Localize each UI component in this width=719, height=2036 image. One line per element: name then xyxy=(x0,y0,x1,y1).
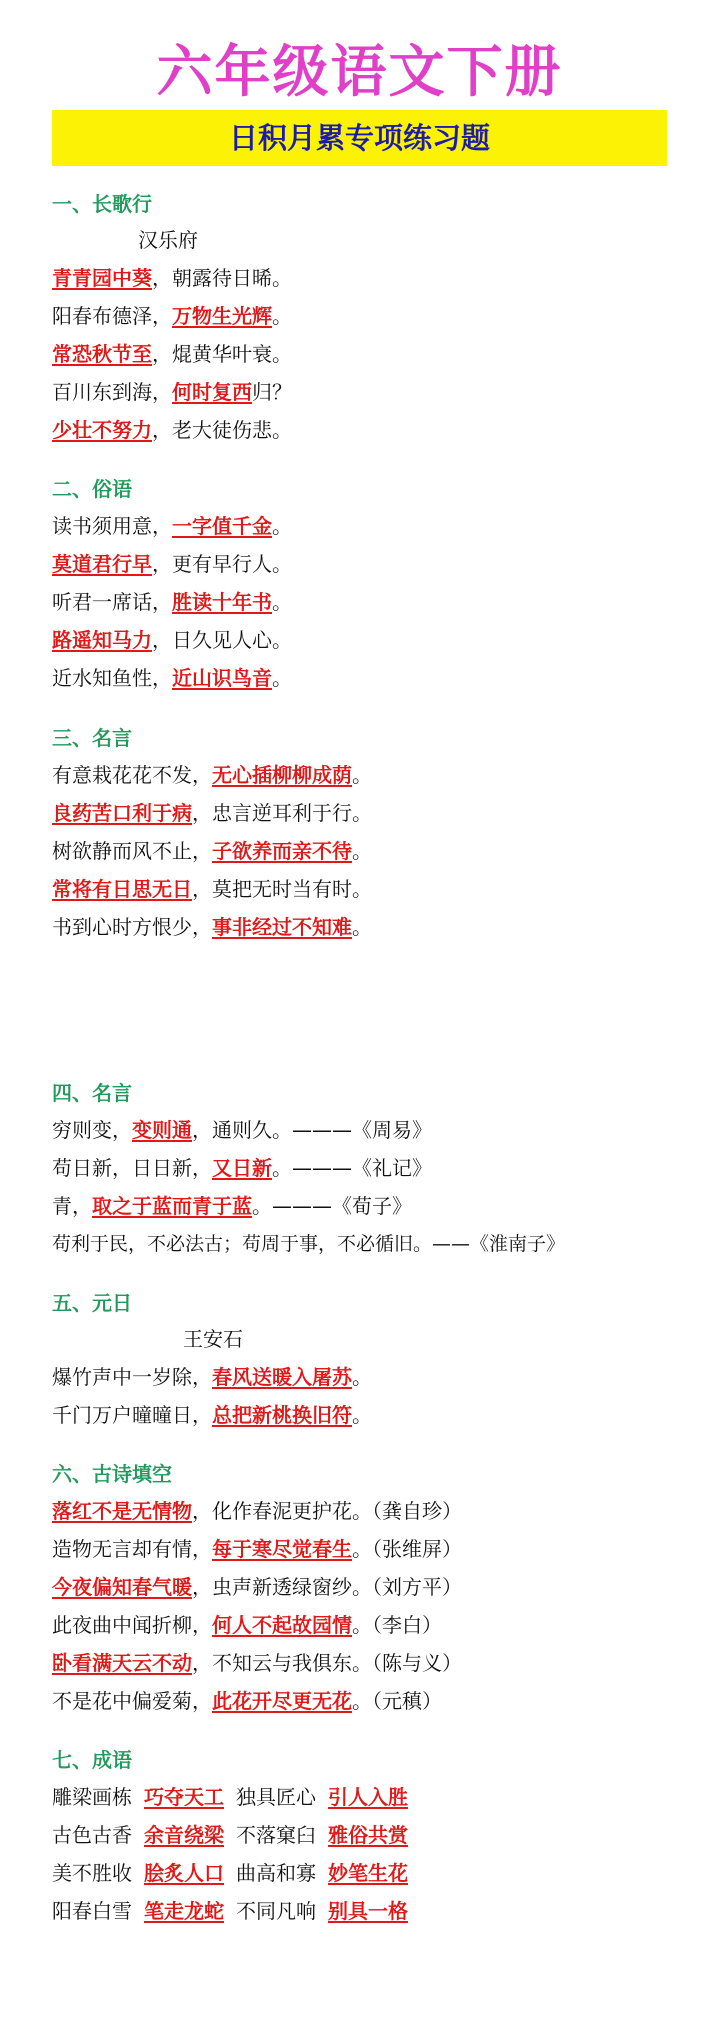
answer-blank: 今夜偏知春气暖 xyxy=(52,1575,192,1599)
answer-blank: 青青园中葵 xyxy=(52,266,152,290)
line-text: 。 xyxy=(352,839,372,863)
section-heading: 一、长歌行 xyxy=(52,192,152,216)
line-text: 近水知鱼性， xyxy=(52,666,172,690)
line-text: 。 xyxy=(272,514,292,538)
quote-line xyxy=(52,837,372,865)
idiom: 曲高和寡 xyxy=(236,1861,316,1885)
proverb-line xyxy=(52,512,292,540)
poem-line xyxy=(52,264,292,292)
proverb-line xyxy=(52,664,292,692)
answer-blank: 一字值千金 xyxy=(172,514,272,538)
poem-line xyxy=(52,1573,462,1601)
section-heading: 七、成语 xyxy=(52,1748,132,1772)
quote-line xyxy=(52,1154,432,1182)
answer-blank: 何时复西 xyxy=(172,380,252,404)
answer-blank: 胜读十年书 xyxy=(172,590,272,614)
line-text: 。 xyxy=(352,1403,372,1427)
idiom-row xyxy=(52,1783,408,1811)
poem-line xyxy=(52,1401,372,1429)
section-heading: 四、名言 xyxy=(52,1081,132,1105)
quote-line xyxy=(52,1192,412,1220)
poem-line xyxy=(52,1611,442,1639)
subtitle-banner: 日积月累专项练习题 xyxy=(52,110,667,166)
line-text: 。 xyxy=(352,1365,372,1389)
line-text: ，莫把无时当有时。 xyxy=(192,877,372,901)
proverb-line xyxy=(52,626,292,654)
answer-blank: 常将有日思无日 xyxy=(52,877,192,901)
line-text: 青， xyxy=(52,1194,92,1218)
line-text: 千门万户曈曈日， xyxy=(52,1403,212,1427)
answer-blank: 少壮不努力 xyxy=(52,418,152,442)
line-text: 造物无言却有情， xyxy=(52,1537,212,1561)
idiom-row xyxy=(52,1897,408,1925)
answer-blank: 又日新 xyxy=(212,1156,272,1180)
answer-blank: 何人不起故园情 xyxy=(212,1613,352,1637)
poem-line xyxy=(52,340,292,368)
line-text: ，忠言逆耳利于行。 xyxy=(192,801,372,825)
answer-blank: 变则通 xyxy=(132,1118,192,1142)
line-text: 。 xyxy=(272,304,292,328)
poem-line xyxy=(52,1649,462,1677)
line-text: 。（李白） xyxy=(352,1613,442,1637)
answer-blank: 此花开尽更无花 xyxy=(212,1689,352,1713)
line-text: 有意栽花花不发， xyxy=(52,763,212,787)
poem-line xyxy=(52,1363,372,1391)
answer-blank: 每于寒尽觉春生 xyxy=(212,1537,352,1561)
answer-blank: 良药苦口利于病 xyxy=(52,801,192,825)
idiom: 雕梁画栋 xyxy=(52,1785,132,1809)
answer-blank: 别具一格 xyxy=(328,1899,408,1923)
answer-blank: 莫道君行早 xyxy=(52,552,152,576)
idiom: 美不胜收 xyxy=(52,1861,132,1885)
line-text: ，老大徒伤悲。 xyxy=(152,418,292,442)
answer-blank: 妙笔生花 xyxy=(328,1861,408,1885)
section-heading: 六、古诗填空 xyxy=(52,1462,172,1486)
quote-line xyxy=(52,1230,565,1258)
line-text: 。（张维屏） xyxy=(352,1537,462,1561)
poem-line xyxy=(52,416,292,444)
line-text: 。———《礼记》 xyxy=(272,1156,432,1180)
line-text: 归？ xyxy=(252,380,292,404)
quote-line xyxy=(52,1116,432,1144)
line-text: 。（元稹） xyxy=(352,1689,442,1713)
line-text: 。 xyxy=(272,666,292,690)
line-text: ，通则久。———《周易》 xyxy=(192,1118,432,1142)
line-text: 。 xyxy=(352,915,372,939)
poem-line xyxy=(52,1687,442,1715)
line-text: ，日久见人心。 xyxy=(152,628,292,652)
line-text: 穷则变， xyxy=(52,1118,132,1142)
line-text: 书到心时方恨少， xyxy=(52,915,212,939)
page-title: 六年级语文下册 xyxy=(156,40,563,105)
answer-blank: 巧夺天工 xyxy=(144,1785,224,1809)
quote-line xyxy=(52,913,372,941)
poem-line xyxy=(52,1535,462,1563)
proverb-line xyxy=(52,550,292,578)
answer-blank: 子欲养而亲不待 xyxy=(212,839,352,863)
line-text: 不是花中偏爱菊， xyxy=(52,1689,212,1713)
answer-blank: 卧看满天云不动 xyxy=(52,1651,192,1675)
poem-author: 王安石 xyxy=(183,1327,243,1351)
answer-blank: 雅俗共赏 xyxy=(328,1823,408,1847)
idiom: 独具匠心 xyxy=(236,1785,316,1809)
line-text: ，朝露待日晞。 xyxy=(152,266,292,290)
answer-blank: 脍炙人口 xyxy=(144,1861,224,1885)
line-text: 。 xyxy=(272,590,292,614)
idiom: 不落窠臼 xyxy=(236,1823,316,1847)
poem-author: 汉乐府 xyxy=(138,228,198,252)
idiom-row xyxy=(52,1859,408,1887)
answer-blank: 事非经过不知难 xyxy=(212,915,352,939)
quote-line xyxy=(52,799,372,827)
quote-line xyxy=(52,875,372,903)
line-text: 听君一席话， xyxy=(52,590,172,614)
section-heading: 五、元日 xyxy=(52,1291,132,1315)
answer-blank: 取之于蓝而青于蓝 xyxy=(92,1194,252,1218)
answer-blank: 余音绕梁 xyxy=(144,1823,224,1847)
answer-blank: 引人入胜 xyxy=(328,1785,408,1809)
line-text: 苟日新，日日新， xyxy=(52,1156,212,1180)
line-text: 。 xyxy=(352,763,372,787)
line-text: ，更有早行人。 xyxy=(152,552,292,576)
proverb-line xyxy=(52,588,292,616)
idiom: 不同凡响 xyxy=(236,1899,316,1923)
quote-line xyxy=(52,761,372,789)
line-text: ，虫声新透绿窗纱。（刘方平） xyxy=(192,1575,462,1599)
idiom: 古色古香 xyxy=(52,1823,132,1847)
line-text: 爆竹声中一岁除， xyxy=(52,1365,212,1389)
answer-blank: 万物生光辉 xyxy=(172,304,272,328)
line-text: ，化作春泥更护花。（龚自珍） xyxy=(192,1499,462,1523)
poem-line xyxy=(52,302,292,330)
answer-blank: 落红不是无情物 xyxy=(52,1499,192,1523)
poem-line xyxy=(52,378,292,406)
line-text: 此夜曲中闻折柳， xyxy=(52,1613,212,1637)
line-text: 读书须用意， xyxy=(52,514,172,538)
line-text: 苟利于民，不必法古；苟周于事，不必循旧。——《淮南子》 xyxy=(52,1233,566,1255)
line-text: 百川东到海， xyxy=(52,380,172,404)
line-text: 。———《荀子》 xyxy=(252,1194,412,1218)
line-text: ，焜黄华叶衰。 xyxy=(152,342,292,366)
answer-blank: 路遥知马力 xyxy=(52,628,152,652)
answer-blank: 总把新桃换旧符 xyxy=(212,1403,352,1427)
line-text: 树欲静而风不止， xyxy=(52,839,212,863)
line-text: 阳春布德泽， xyxy=(52,304,172,328)
idiom-row xyxy=(52,1821,408,1849)
answer-blank: 春风送暖入屠苏 xyxy=(212,1365,352,1389)
section-heading: 三、名言 xyxy=(52,726,132,750)
idiom: 阳春白雪 xyxy=(52,1899,132,1923)
answer-blank: 常恐秋节至 xyxy=(52,342,152,366)
answer-blank: 近山识鸟音 xyxy=(172,666,272,690)
line-text: ，不知云与我俱东。（陈与义） xyxy=(192,1651,462,1675)
section-heading: 二、俗语 xyxy=(52,477,132,501)
answer-blank: 无心插柳柳成荫 xyxy=(212,763,352,787)
poem-line xyxy=(52,1497,462,1525)
answer-blank: 笔走龙蛇 xyxy=(144,1899,224,1923)
